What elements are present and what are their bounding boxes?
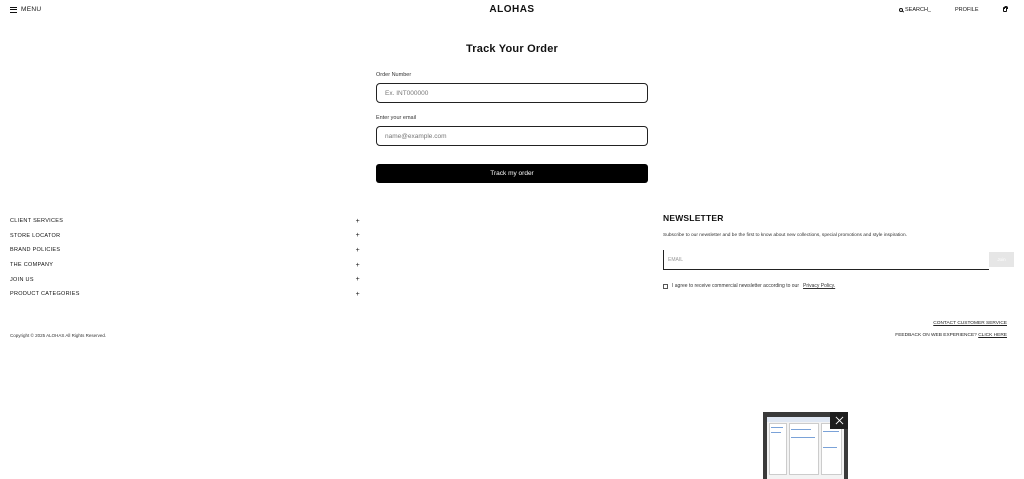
order-number-label: Order Number <box>376 72 412 78</box>
plus-icon: + <box>355 261 360 269</box>
plus-icon: + <box>355 217 360 225</box>
footer-item-label: STORE LOCATOR <box>10 232 61 239</box>
preview-line <box>791 437 815 438</box>
newsletter-consent <box>663 283 835 289</box>
feedback-line <box>895 333 1007 338</box>
plus-icon: + <box>355 246 360 254</box>
profile-link[interactable]: PROFILE <box>955 7 979 13</box>
search-icon <box>899 8 903 12</box>
menu-label: MENU <box>21 6 42 13</box>
plus-icon: + <box>355 290 360 298</box>
footer-item-product-categories[interactable] <box>10 287 362 302</box>
footer-item-brand-policies[interactable] <box>10 243 362 258</box>
search-button[interactable] <box>899 7 931 13</box>
consent-checkbox[interactable] <box>663 284 668 289</box>
newsletter-description: Subscribe to our newsletter and be the first to know about new collections, special promotions and style inspiration. <box>663 233 907 238</box>
newsletter-title: NEWSLETTER <box>663 213 724 223</box>
plus-icon: + <box>355 276 360 284</box>
page-title: Track Your Order <box>465 43 559 55</box>
track-order-button[interactable]: Track my order <box>376 164 648 183</box>
copyright: Copyright © 2025 ALOHAS All Rights Reserved. <box>10 333 107 338</box>
footer-item-label: CLIENT SERVICES <box>10 218 64 225</box>
footer-item-store-locator[interactable] <box>10 229 362 244</box>
footer-item-the-company[interactable] <box>10 258 362 273</box>
site-header <box>0 0 1024 22</box>
newsletter-email-input[interactable] <box>663 250 989 270</box>
close-thumbnail-button[interactable] <box>830 412 848 429</box>
email-label: Enter your email <box>376 115 417 121</box>
footer-item-label: JOIN US <box>10 276 34 283</box>
bag-icon[interactable] <box>1003 7 1007 12</box>
newsletter-email-placeholder: EMAIL <box>668 256 684 263</box>
consent-text: I agree to receive commercial newsletter according to our <box>672 283 800 289</box>
footer-item-client-services[interactable] <box>10 214 362 229</box>
footer-item-label: THE COMPANY <box>10 262 54 269</box>
preview-line <box>791 429 811 430</box>
plus-icon: + <box>355 232 360 240</box>
email-input[interactable] <box>376 126 648 146</box>
email-placeholder: name@example.com <box>385 132 447 140</box>
preview-panel <box>769 423 787 475</box>
feedback-text: FEEDBACK ON WEB EXPERIENCE? <box>895 333 977 338</box>
preview-line <box>823 447 837 448</box>
site-logo[interactable]: ALOHAS <box>489 4 535 15</box>
preview-line <box>823 431 839 432</box>
footer-item-label: BRAND POLICIES <box>10 247 61 254</box>
footer-item-join-us[interactable] <box>10 272 362 287</box>
feedback-click-here-link[interactable]: CLICK HERE <box>978 333 1007 338</box>
order-number-input[interactable] <box>376 83 648 103</box>
newsletter-join-button[interactable]: Join <box>989 252 1014 267</box>
footer-links <box>10 214 362 302</box>
preview-panel <box>789 423 819 475</box>
footer-item-label: PRODUCT CATEGORIES <box>10 291 80 298</box>
contact-customer-service-link[interactable]: CONTACT CUSTOMER SERVICE <box>933 321 1007 326</box>
preview-line <box>771 427 783 428</box>
close-icon <box>835 416 844 425</box>
privacy-policy-link[interactable]: Privacy Policy. <box>803 283 836 289</box>
search-label: SEARCH_ <box>905 7 931 13</box>
order-number-placeholder: Ex. INT000000 <box>385 89 429 97</box>
preview-line <box>771 432 781 433</box>
